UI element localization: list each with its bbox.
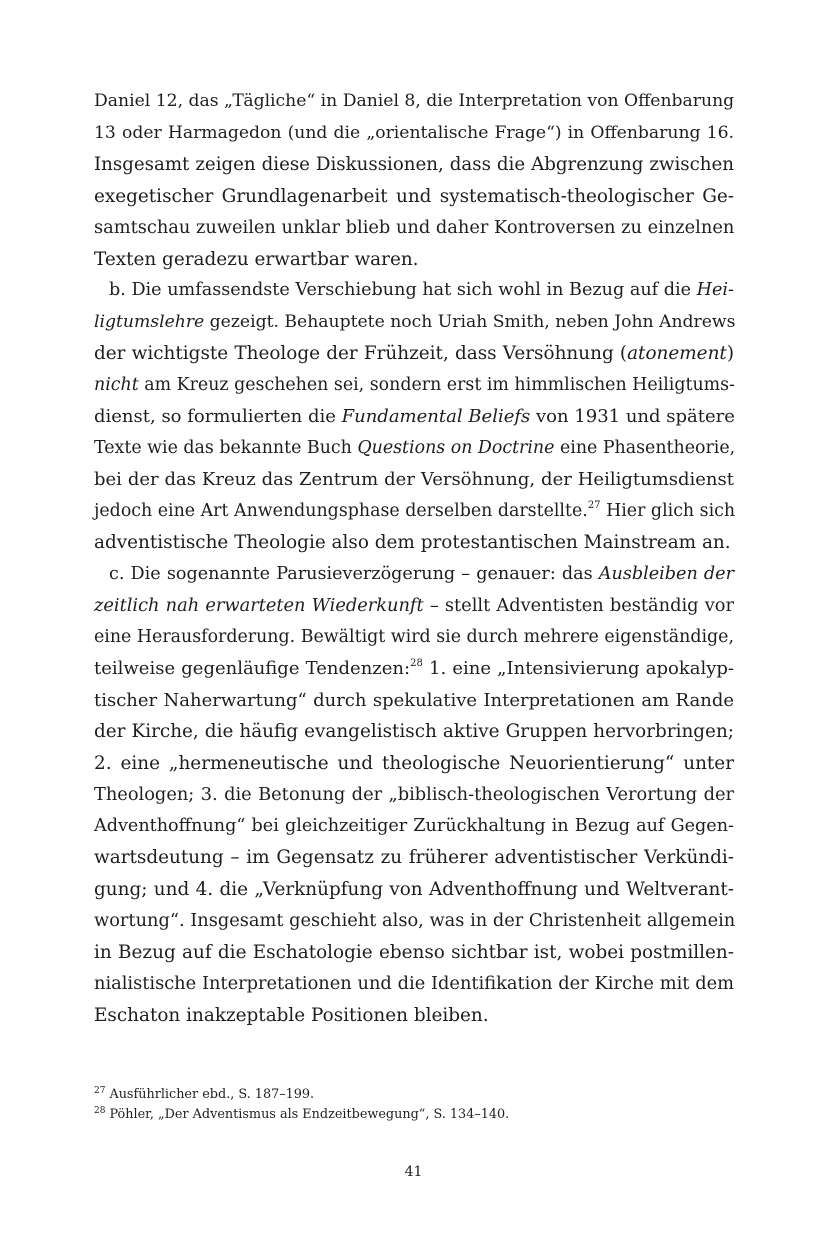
text-line [94, 244, 734, 276]
text-line [94, 527, 734, 559]
footnote-number: 28 [94, 1106, 106, 1116]
text-run: der Kirche, die häufig evangelistisch aktive Gruppen hervorbringen; [94, 721, 734, 742]
text-line [94, 464, 734, 496]
footnote-text: Pöhler, „Der Adventismus als Endzeitbewegung“, S. 134–140. [109, 1107, 510, 1122]
footnote-reference: 27 [587, 499, 601, 511]
text-line [94, 338, 734, 370]
text-run: wartsdeutung – im Gegensatz zu früherer adventistischer Verkündi- [94, 847, 734, 868]
footnote-28 [94, 1105, 734, 1125]
text-line [94, 433, 734, 465]
body-text [94, 86, 734, 1031]
text-run: 13 oder Harmagedon (und die „orientalische Frage“) in Offenbarung 16. [94, 122, 734, 143]
text-line [94, 496, 734, 528]
text-line [94, 685, 734, 717]
text-run: Texten geradezu erwartbar waren. [94, 248, 419, 270]
text-run: jedoch eine Art Anwendungsphase derselben darstellte. [94, 500, 588, 521]
text-run: samtschau zuweilen unklar blieb und daher Kontroversen zu einzelnen [94, 217, 735, 238]
text-run: in Bezug auf die Eschatologie ebenso sichtbar ist, wobei postmillen- [94, 941, 734, 963]
footnote-text: Ausführlicher ebd., S. 187–199. [109, 1087, 315, 1102]
text-run: eine Herausforderung. Bewältigt wird sie durch mehrere eigenständige, [94, 626, 734, 647]
text-run: der wichtigste Theologe der Frühzeit, dass Versöhnung ( [94, 343, 628, 364]
page-number: 41 [404, 1164, 423, 1180]
text-line [94, 118, 734, 150]
text-run: dienst, so formulierten die [94, 406, 342, 427]
italic-text: nicht [94, 374, 139, 395]
text-run: eine Phasentheorie, [554, 437, 736, 458]
text-line [94, 590, 734, 622]
footnote-27 [94, 1085, 734, 1105]
italic-text: atonement [627, 343, 727, 364]
footnotes [94, 1085, 734, 1125]
text-run: exegetischer Grundlagenarbeit und systematisch-theologischer Ge- [94, 185, 734, 207]
text-line [94, 401, 734, 433]
text-run: Eschaton inakzeptable Positionen bleiben. [94, 1004, 489, 1026]
text-run: Theologen; 3. die Betonung der „biblisch-theologischen Verortung der [94, 784, 734, 805]
text-line [94, 842, 734, 874]
italic-text: ligtumslehre [94, 311, 205, 332]
text-run: gezeigt. Behauptete noch Uriah Smith, neben John Andrews [204, 311, 736, 332]
text-run: Daniel 12, das „Tägliche“ in Daniel 8, die Interpretation von Offenbarung [94, 91, 735, 111]
text-run: gung; und 4. die „Verknüpfung von Adventhoffnung und Weltverant- [94, 878, 734, 900]
text-run: tischer Naherwartung“ durch spekulative Interpretationen am Rande [94, 689, 734, 711]
text-line [94, 937, 734, 969]
text-line [94, 748, 734, 780]
text-run: teilweise gegenläufige Tendenzen: [94, 658, 411, 679]
text-run: Texte wie das bekannte Buch [94, 437, 358, 458]
text-run: 2. eine „hermeneutische und theologische Neuorientierung“ unter [94, 752, 734, 774]
italic-text: Fundamental Beliefs [341, 406, 531, 427]
text-line [94, 1000, 734, 1032]
text-run: am Kreuz geschehen sei, sondern erst im himmlischen Heiligtums- [138, 374, 735, 395]
text-line [94, 779, 734, 811]
text-run: Insgesamt zeigen diese Diskussionen, dass die Abgrenzung zwischen [94, 154, 734, 175]
text-line [94, 874, 734, 906]
italic-text: Questions on Doctrine [357, 437, 555, 458]
text-line [94, 86, 734, 118]
text-line [94, 968, 734, 1000]
text-line [94, 370, 734, 402]
text-run: 1. eine „Intensivierung apokalyp- [422, 658, 734, 679]
text-line [94, 559, 734, 591]
text-line [94, 905, 734, 937]
text-run: bei der das Kreuz das Zentrum der Versöhnung, der Heiligtumsdienst [94, 469, 734, 490]
text-line [94, 716, 734, 748]
text-line [94, 811, 734, 843]
text-line [94, 622, 734, 654]
text-run: adventistische Theologie also dem protestantischen Mainstream an. [94, 532, 731, 553]
italic-text: Hei- [696, 280, 734, 300]
text-line [94, 275, 734, 307]
text-run: b. Die umfassendste Verschiebung hat sich wohl in Bezug auf die [109, 280, 697, 300]
text-run: von 1931 und spätere [530, 406, 735, 427]
text-line [94, 653, 734, 685]
text-line [94, 181, 734, 213]
text-run: nialistische Interpretationen und die Identifikation der Kirche mit dem [94, 973, 734, 994]
text-line [94, 149, 734, 181]
text-line [94, 212, 734, 244]
text-run: Hier glich sich [600, 500, 736, 521]
text-run: ) [726, 343, 734, 364]
italic-text: zeitlich nah erwarteten Wiederkunft [94, 595, 424, 616]
text-line [94, 307, 734, 339]
text-run: wortung“. Insgesamt geschieht also, was in der Christenheit allgemein [94, 910, 736, 931]
footnote-reference: 28 [410, 658, 423, 669]
italic-text: Ausbleiben der [598, 563, 734, 584]
text-run: – stellt Adventisten beständig vor [423, 595, 734, 616]
text-run: Adventhoffnung“ bei gleichzeitiger Zurückhaltung in Bezug auf Gegen- [94, 815, 734, 836]
text-run: c. Die sogenannte Parusieverzögerung – genauer: das [109, 563, 599, 584]
footnote-number: 27 [94, 1086, 106, 1096]
